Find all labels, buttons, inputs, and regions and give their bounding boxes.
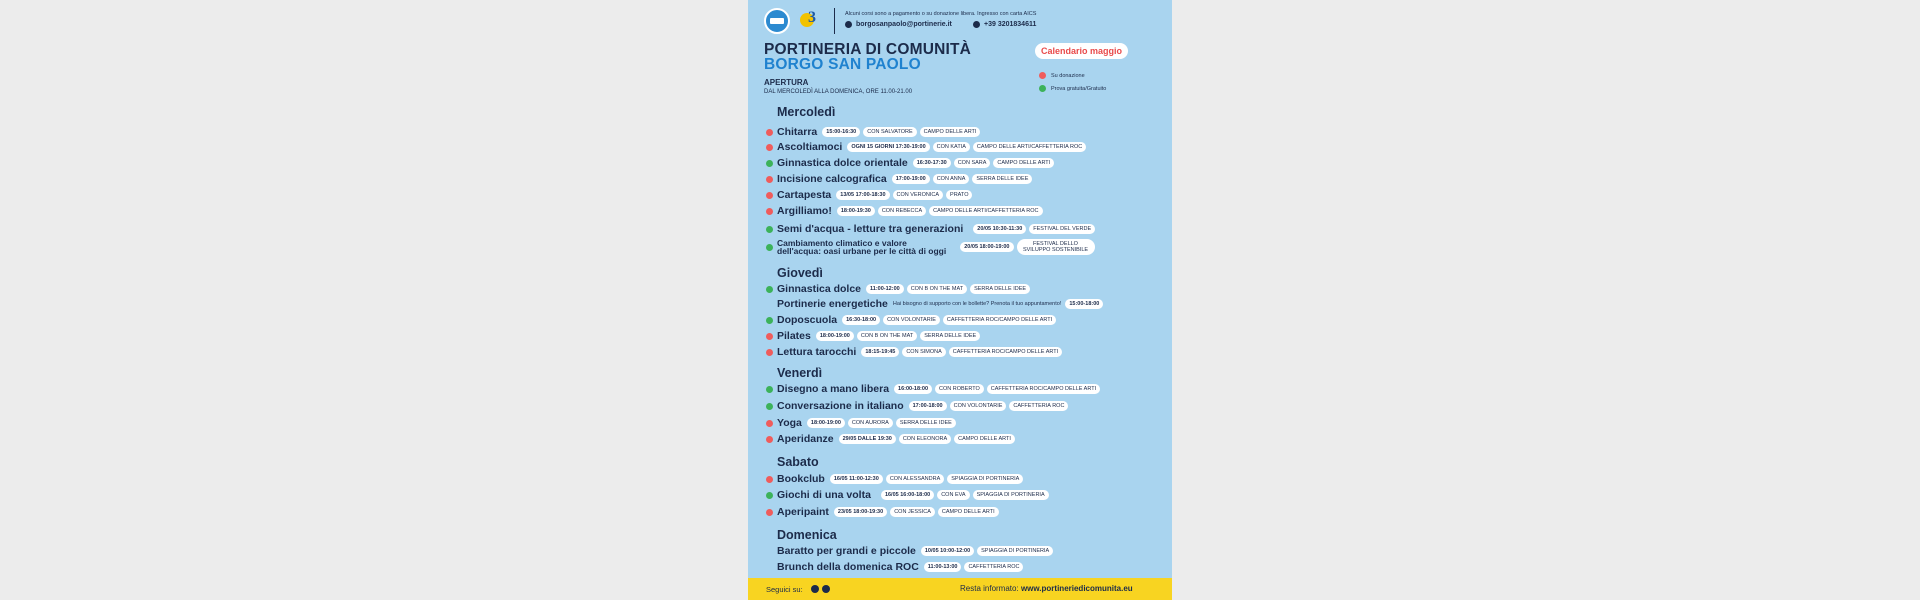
time-pill: 16:30-17:30: [913, 158, 951, 168]
activity-row: [766, 383, 1103, 395]
place-pill: SERRA DELLE IDEE: [970, 284, 1030, 294]
donation-dot-icon: [766, 192, 773, 199]
host-pill: CON ROBERTO: [935, 384, 984, 394]
place-pill: FESTIVAL DELLO SVILUPPO SOSTENIBILE: [1017, 239, 1095, 255]
host-pill: CON EVA: [937, 490, 969, 500]
time-pill: OGNI 15 GIORNI 17:30-19:00: [847, 142, 929, 152]
activity-name: Aperipaint: [777, 506, 829, 518]
time-pill: 17:00-19:00: [892, 174, 930, 184]
activity-name: Pilates: [777, 330, 811, 342]
donation-dot-icon: [766, 144, 773, 151]
red-dot-icon: [1039, 72, 1046, 79]
time-pill: 15:00-18:00: [1065, 299, 1103, 309]
place-pill: SERRA DELLE IDEE: [972, 174, 1032, 184]
place-pill: CAFFETTERIA ROC: [1009, 401, 1068, 411]
page-title: PORTINERIA DI COMUNITÀ: [764, 41, 972, 58]
activity-name: Chitarra: [777, 126, 818, 138]
activity-row: [766, 561, 1026, 573]
host-pill: CON SIMONA: [902, 347, 945, 357]
header-note: Alcuni corsi sono a pagamento o su donazione libera. Ingresso con carta AICS: [845, 11, 1037, 17]
host-pill: CON KATIA: [933, 142, 970, 152]
host-pill: CON SARA: [954, 158, 991, 168]
free-dot-icon: [766, 244, 773, 251]
free-dot-icon: [766, 317, 773, 324]
activity-name: Cartapesta: [777, 189, 832, 201]
free-dot-icon: [766, 286, 773, 293]
activity-name-line: Cambiamento climatico e valore: [777, 238, 907, 248]
place-pill: SPIAGGIA DI PORTINERIA: [947, 474, 1023, 484]
free-dot-icon: [766, 403, 773, 410]
donation-dot-icon: [766, 349, 773, 356]
phone-text: +39 3201834611: [984, 21, 1037, 28]
day-heading-venerdi: Venerdì: [777, 366, 823, 380]
day-heading-giovedi: Giovedì: [777, 266, 823, 280]
opening-hours: DAL MERCOLEDÌ ALLA DOMENICA, ORE 11.00-21.00: [764, 89, 913, 95]
place-pill: CAFFETTERIA ROC/CAMPO DELLE ARTI: [987, 384, 1100, 394]
day-heading-mercoledi: Mercoledì: [777, 105, 836, 119]
host-pill: CON REBECCA: [878, 206, 926, 216]
place-pill: CAFFETTERIA ROC: [964, 562, 1023, 572]
place-pill: CAMPO DELLE ARTI/CAFFETTERIA ROC: [973, 142, 1086, 152]
day-heading-sabato: Sabato: [777, 455, 819, 469]
footer-bar: [748, 578, 1172, 600]
free-dot-icon: [766, 160, 773, 167]
host-pill: CON ALESSANDRA: [886, 474, 944, 484]
instagram-icon[interactable]: [822, 585, 830, 593]
activity-name: Baratto per grandi e piccole: [777, 545, 916, 557]
host-pill: CON B ON THE MAT: [907, 284, 967, 294]
legend-label: Su donazione: [1051, 72, 1085, 79]
donation-dot-icon: [766, 129, 773, 136]
activity-name: Lettura tarocchi: [777, 346, 857, 358]
activity-row: [766, 314, 1059, 326]
activity-row: [766, 400, 1071, 412]
host-pill: CON VOLONTARIE: [950, 401, 1007, 411]
activity-row: [766, 239, 1098, 255]
donation-dot-icon: [766, 176, 773, 183]
time-pill: 13/05 17:00-18:30: [836, 190, 889, 200]
time-pill: 10/05 10:00-12:00: [921, 546, 974, 556]
activity-name: Semi d'acqua - letture tra generazioni: [777, 223, 964, 235]
place-pill: CAMPO DELLE ARTI: [938, 507, 999, 517]
activity-row: [766, 157, 1057, 169]
phone-icon: [973, 21, 980, 28]
donation-dot-icon: [766, 208, 773, 215]
calendar-badge: Calendario maggio: [1035, 43, 1128, 59]
place-pill: CAMPO DELLE ARTI: [993, 158, 1054, 168]
activity-row: [766, 346, 1065, 358]
activity-name: Doposcuola: [777, 314, 838, 326]
phone-contact[interactable]: [973, 21, 1036, 28]
activity-row: [766, 330, 983, 342]
activity-row: [766, 489, 1052, 501]
activity-name: Bookclub: [777, 473, 825, 485]
host-pill: CON B ON THE MAT: [857, 331, 917, 341]
place-pill: SERRA DELLE IDEE: [920, 331, 980, 341]
divider: [834, 8, 835, 34]
time-pill: 16:30-18:00: [842, 315, 880, 325]
activity-note: Hai bisogno di supporto con le bollette? Prenota il tuo appuntamento!: [892, 301, 1062, 307]
legend-label: Prova gratuita/Gratuito: [1051, 85, 1107, 92]
activity-row: [766, 473, 1026, 485]
activity-name: Disegno a mano libera: [777, 383, 890, 395]
time-pill: 18:00-19:00: [807, 418, 845, 428]
activity-row: [766, 205, 1046, 217]
circoscrizione-logo-icon: 3: [798, 8, 824, 34]
info-prefix: Resta informato:: [960, 584, 1019, 593]
time-pill: 16/05 16:00-18:00: [881, 490, 934, 500]
host-pill: CON VERONICA: [893, 190, 943, 200]
activity-name: Giochi di una volta: [777, 489, 871, 501]
place-pill: CAFFETTERIA ROC/CAMPO DELLE ARTI: [949, 347, 1062, 357]
activity-name: Aperidanze: [777, 433, 834, 445]
host-pill: CON VOLONTARIE: [883, 315, 940, 325]
footer-info: [960, 584, 1133, 593]
time-pill: 23/05 18:00-19:30: [834, 507, 887, 517]
opening-label: APERTURA: [764, 78, 809, 87]
activity-row: [766, 283, 1033, 295]
free-dot-icon: [766, 226, 773, 233]
activity-row: [766, 189, 975, 201]
website-link[interactable]: www.portineriedicomunita.eu: [1020, 584, 1133, 593]
host-pill: CON JESSICA: [890, 507, 935, 517]
activity-row: [766, 506, 1002, 518]
activity-row: [766, 141, 1089, 153]
donation-dot-icon: [766, 333, 773, 340]
time-pill: 20/05 18:00-19:00: [960, 242, 1013, 252]
place-pill: CAMPO DELLE ARTI: [920, 127, 981, 137]
activity-row: [766, 223, 1098, 235]
place-pill: CAFFETTERIA ROC/CAMPO DELLE ARTI: [943, 315, 1056, 325]
legend-item-donation: [1039, 72, 1085, 79]
page-subtitle: BORGO SAN PAOLO: [764, 56, 921, 73]
activity-name: [777, 239, 946, 255]
time-pill: 16:00-18:00: [894, 384, 932, 394]
donation-dot-icon: [766, 436, 773, 443]
activity-row: [766, 417, 959, 429]
place-pill: PRATO: [946, 190, 972, 200]
day-heading-domenica: Domenica: [777, 528, 837, 542]
follow-label: Seguici su:: [766, 585, 803, 594]
donation-dot-icon: [766, 476, 773, 483]
place-pill: CAMPO DELLE ARTI/CAFFETTERIA ROC: [929, 206, 1042, 216]
time-pill: 18:00-19:30: [837, 206, 875, 216]
event-poster: [748, 0, 1172, 600]
activity-row: [766, 126, 983, 138]
host-pill: CON SALVATORE: [863, 127, 916, 137]
logo-group: [764, 8, 835, 34]
time-pill: 18:00-19:00: [816, 331, 854, 341]
activity-row: [766, 545, 1056, 557]
activity-row: [766, 433, 1018, 445]
activity-name: Incisione calcografica: [777, 173, 887, 185]
time-pill: 17:00-18:00: [909, 401, 947, 411]
legend-item-free: [1039, 85, 1106, 92]
place-pill: FESTIVAL DEL VERDE: [1029, 224, 1095, 234]
free-dot-icon: [766, 386, 773, 393]
activity-name: Conversazione in italiano: [777, 400, 904, 412]
email-icon: [845, 21, 852, 28]
green-dot-icon: [1039, 85, 1046, 92]
donation-dot-icon: [766, 420, 773, 427]
host-pill: CON ANNA: [933, 174, 970, 184]
activity-name: Ascoltiamoci: [777, 141, 843, 153]
place-pill: SPIAGGIA DI PORTINERIA: [973, 490, 1049, 500]
time-pill: 20/05 10:30-11:30: [973, 224, 1026, 234]
activity-name: Portinerie energetiche: [777, 298, 888, 310]
activity-name: Yoga: [777, 417, 802, 429]
place-pill: CAMPO DELLE ARTI: [954, 434, 1015, 444]
facebook-icon[interactable]: [811, 585, 819, 593]
host-pill: CON ELEONORA: [899, 434, 951, 444]
time-pill: 16/05 11:00-12:30: [830, 474, 883, 484]
time-pill: 11:00-13:00: [924, 562, 962, 572]
free-dot-icon: [766, 492, 773, 499]
activity-name-line: dell'acqua: oasi urbane per le città di oggi: [777, 246, 947, 256]
donation-dot-icon: [766, 509, 773, 516]
place-pill: SPIAGGIA DI PORTINERIA: [977, 546, 1053, 556]
activity-name: Ginnastica dolce: [777, 283, 862, 295]
activity-name: Ginnastica dolce orientale: [777, 157, 908, 169]
time-pill: 18:15-19:45: [861, 347, 899, 357]
time-pill: 11:00-12:00: [866, 284, 904, 294]
time-pill: 15:00-16:30: [822, 127, 860, 137]
place-pill: SERRA DELLE IDEE: [896, 418, 956, 428]
email-text: borgosanpaolo@portinerie.it: [856, 21, 952, 28]
portineria-logo-icon: [764, 8, 790, 34]
activity-name: Brunch della domenica ROC: [777, 561, 919, 573]
activity-row: [766, 298, 1106, 310]
time-pill: 29/05 DALLE 19:30: [839, 434, 896, 444]
activity-row: [766, 173, 1035, 185]
host-pill: CON AURORA: [848, 418, 893, 428]
email-contact[interactable]: [845, 21, 952, 28]
activity-name: Argilliamo!: [777, 205, 832, 217]
